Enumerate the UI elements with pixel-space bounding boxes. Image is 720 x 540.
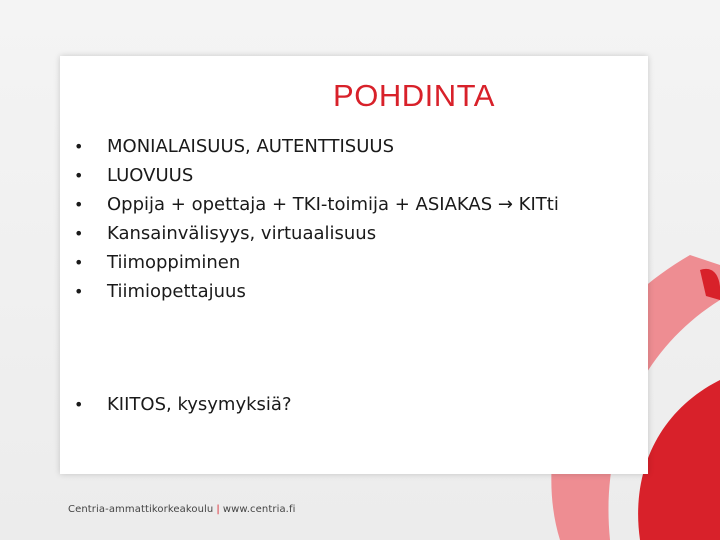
footer-website-link[interactable]: www.centria.fi (222, 504, 296, 515)
footer (68, 504, 295, 515)
footer-separator: | (216, 504, 220, 515)
bullet-item (74, 190, 559, 219)
bullet-icon: • (74, 137, 84, 156)
bullet-item (74, 248, 559, 277)
bullet-icon: • (74, 166, 84, 185)
bullet-text: Oppija + opettaja + TKI-toimija + ASIAKAS → KITti (107, 194, 559, 215)
bullet-item (74, 132, 559, 161)
bullet-text: Tiimiopettajuus (107, 281, 246, 302)
bullet-icon: • (74, 282, 84, 301)
bullet-text: Kansainvälisyys, virtuaalisuus (107, 223, 377, 244)
slide-title: POHDINTA (333, 78, 495, 113)
bullet-item (74, 219, 559, 248)
bullet-item (74, 161, 559, 190)
content-card (60, 56, 648, 474)
footer-organization: Centria-ammattikorkeakoulu (68, 504, 214, 515)
swoosh-dark (638, 380, 720, 540)
bullet-icon: • (74, 224, 84, 243)
bullet-item (74, 277, 559, 306)
bullet-icon: • (74, 253, 84, 272)
closing-text: KIITOS, kysymyksiä? (107, 394, 292, 415)
bullet-text: MONIALAISUUS, AUTENTTISUUS (107, 136, 394, 157)
bullet-list (74, 132, 559, 306)
bullet-icon: • (74, 395, 84, 414)
bullet-text: LUOVUUS (107, 165, 194, 186)
closing-bullet (74, 390, 292, 419)
bullet-text: Tiimoppiminen (107, 252, 241, 273)
bullet-icon: • (74, 195, 84, 214)
